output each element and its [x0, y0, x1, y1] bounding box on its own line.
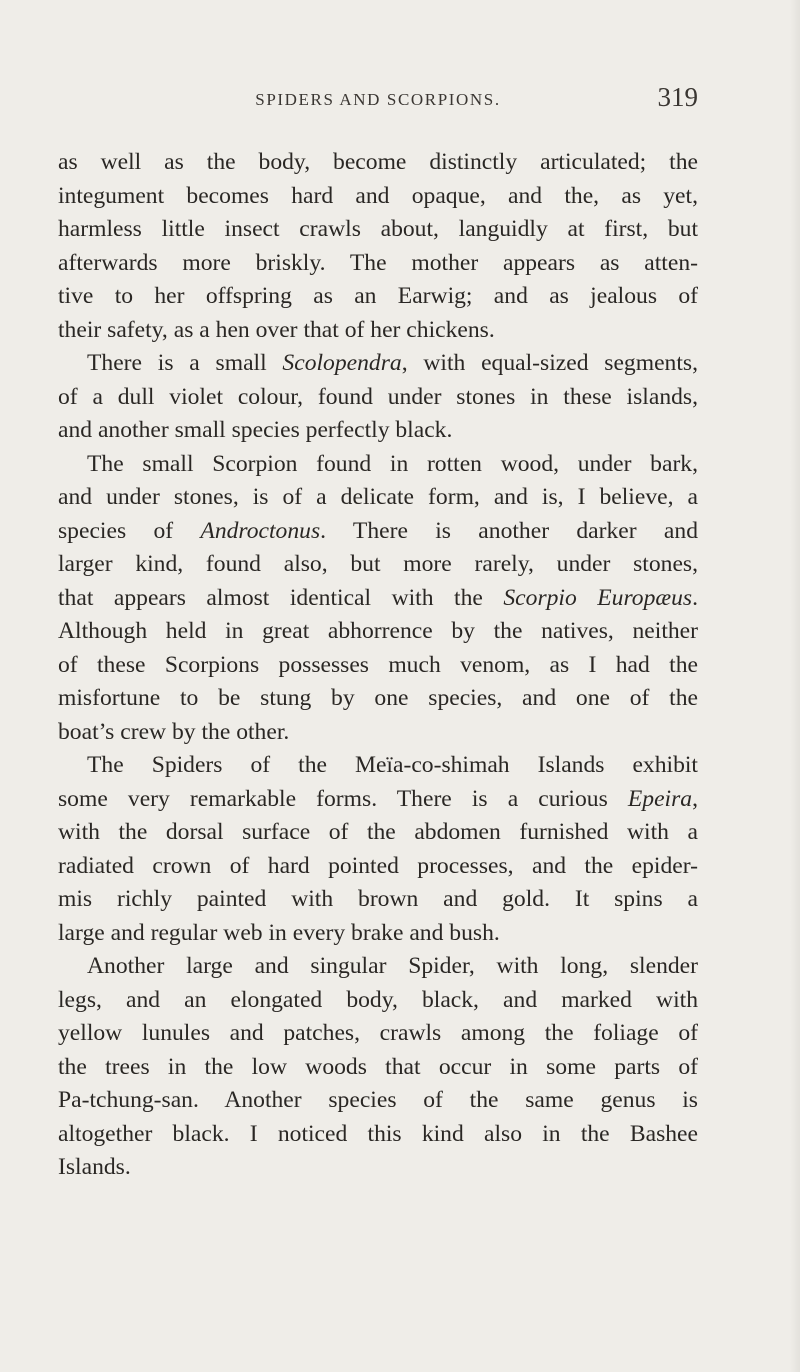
- italic-term: Epeira: [627, 785, 693, 812]
- body-text: [58, 146, 698, 1185]
- text-line: and another small species perfectly black.: [58, 417, 453, 443]
- text-line: Although held in great abhorrence by the natives, neither: [58, 618, 698, 644]
- text-line: large and regular web in every brake and bush.: [58, 919, 500, 946]
- italic-term: Scolopendra: [282, 350, 402, 376]
- page-edge-shadow: [790, 0, 800, 1372]
- text-line: misfortune to be stung by one species, and one of the: [58, 685, 698, 711]
- text-line: tive to her offspring as an Earwig; and as jealous of: [58, 283, 698, 309]
- text-line: of a dull violet colour, found under stones in these islands,: [58, 383, 698, 410]
- text-segment: There is a small: [87, 350, 283, 376]
- text-segment: . There is another darker and: [320, 517, 698, 544]
- text-line: their safety, as a hen over that of her chickens.: [58, 316, 495, 343]
- text-segment: species of: [58, 517, 201, 544]
- text-segment: that appears almost identical with the: [58, 584, 504, 611]
- page-number: 319: [657, 82, 698, 112]
- text-line: legs, and an elongated body, black, and marked with: [58, 986, 698, 1013]
- text-line: altogether black. I noticed this kind also in the Bashee: [58, 1120, 698, 1147]
- text-segment: some very remarkable forms. There is a curious: [58, 785, 628, 812]
- text-line: as well as the body, become distinctly articulated; the: [58, 149, 698, 175]
- text-line: integument becomes hard and opaque, and the, as yet,: [58, 182, 698, 209]
- text-line: The Spiders of the Meïa-co-shimah Islands exhibit: [87, 752, 698, 778]
- italic-term: Androctonus: [200, 517, 321, 544]
- text-line: Pa-tchung-san. Another species of the same genus is: [58, 1087, 698, 1113]
- text-line: [58, 783, 698, 817]
- text-line: [58, 515, 698, 549]
- text-line: afterwards more briskly. The mother appears as atten-: [58, 249, 698, 276]
- text-line: and under stones, is of a delicate form, and is, I believe, a: [58, 484, 698, 510]
- italic-term: Scorpio Europæus: [503, 584, 693, 611]
- text-line: radiated crown of hard pointed processes, and the epider-: [58, 852, 698, 879]
- text-segment: ,: [692, 785, 698, 812]
- text-line: [58, 347, 698, 381]
- text-line: boat’s crew by the other.: [58, 718, 290, 745]
- text-line: larger kind, found also, but more rarely, under stones,: [58, 551, 698, 577]
- running-head: [58, 82, 698, 122]
- text-line: yellow lunules and patches, crawls among the foliage of: [58, 1020, 698, 1046]
- text-segment: , with equal-sized segments,: [401, 350, 698, 376]
- text-line: [58, 582, 698, 616]
- text-line: Islands.: [58, 1154, 131, 1180]
- text-line: Another large and singular Spider, with long, slender: [87, 953, 698, 979]
- text-line: with the dorsal surface of the abdomen furnished with a: [58, 819, 698, 845]
- text-line: mis richly painted with brown and gold. It spins a: [58, 886, 698, 912]
- text-segment: .: [692, 584, 699, 611]
- text-line: harmless little insect crawls about, languidly at first, but: [58, 216, 698, 242]
- running-title: SPIDERS AND SCORPIONS.: [255, 90, 501, 109]
- text-line: The small Scorpion found in rotten wood, under bark,: [87, 450, 698, 477]
- text-line: of these Scorpions possesses much venom, as I had the: [58, 651, 698, 678]
- text-line: the trees in the low woods that occur in some parts of: [58, 1053, 698, 1080]
